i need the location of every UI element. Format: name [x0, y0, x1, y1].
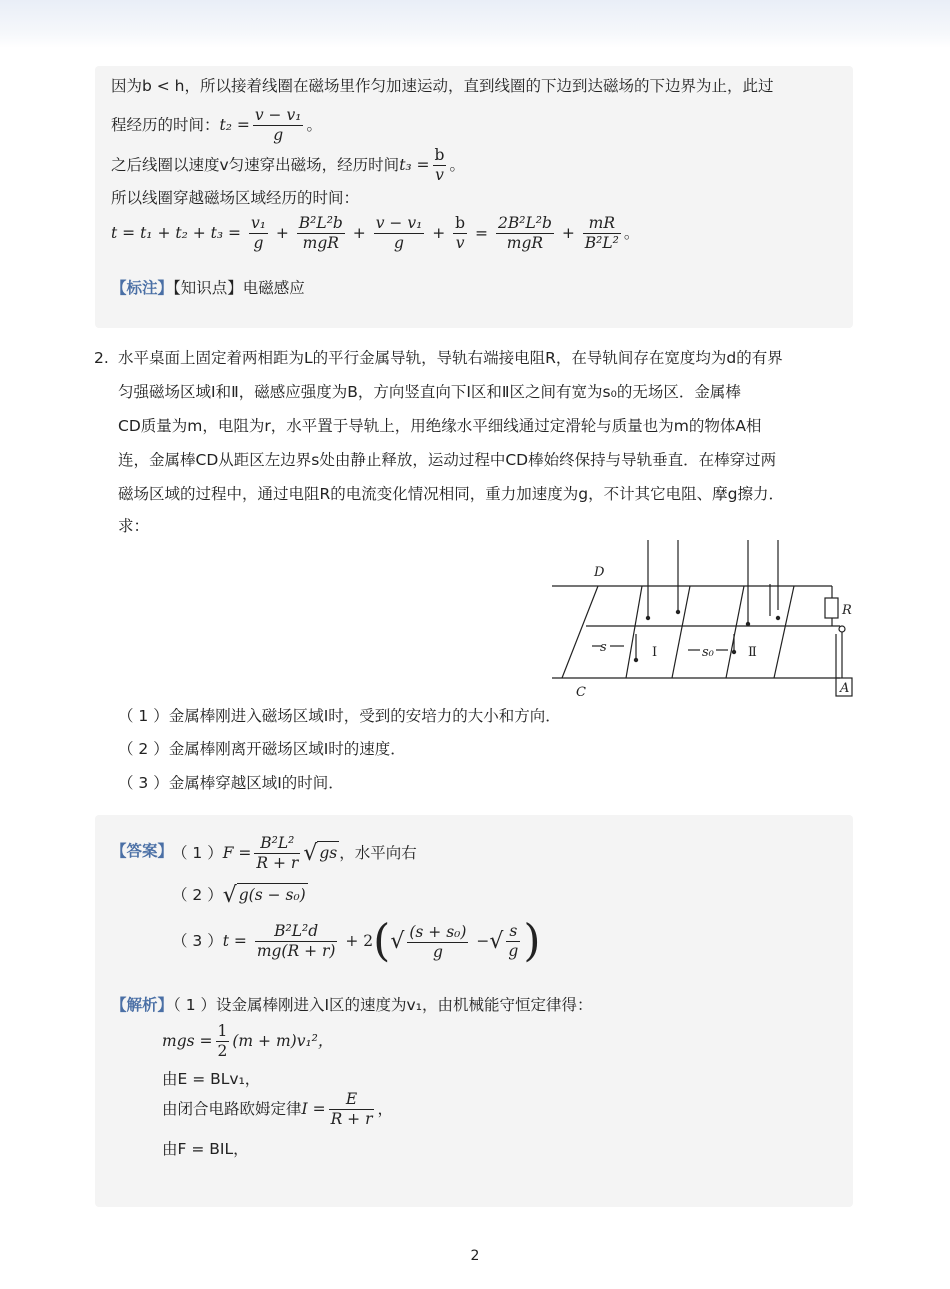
answer-tag: 【答案】 — [111, 842, 174, 860]
question-number: 2. — [94, 349, 109, 367]
analysis-line-4: 由闭合电路欧姆定律I = $\frac{E}{R + r}$ ， — [162, 1090, 393, 1128]
top-banner — [0, 0, 950, 48]
label-r: R — [842, 603, 852, 618]
zone1-right-boundary — [672, 586, 690, 678]
label-zone-1: Ⅰ — [652, 645, 658, 660]
analysis-line-1: 【解析】（ 1 ）设金属棒刚进入Ⅰ区的速度为v₁，由机械能守恒定律得： — [111, 996, 593, 1014]
question-line: 连，金属棒CD从距区左边界s处由静止释放，运动过程中CD棒始终保持与导轨垂直．在棒穿过两 — [118, 451, 777, 469]
analysis-line-5: 由F = BIL， — [162, 1140, 249, 1158]
label-s: s — [600, 640, 607, 655]
note-tag: 【标注】 — [111, 279, 174, 297]
label-s0: s₀ — [702, 645, 714, 660]
analysis-line-3: 由E = BLv₁， — [162, 1070, 261, 1088]
question-line: 磁场区域的过程中，通过电阻R的电流变化情况相同，重力加速度为g，不计其它电阻、摩g擦力． — [118, 485, 784, 503]
sub-question-2: （ 2 ）金属棒刚离开磁场区域Ⅰ时的速度． — [118, 740, 406, 758]
question-line: 水平桌面上固定着两相距为L的平行金属导轨，导轨右端接电阻R，在导轨间存在宽度均为d的有界 — [118, 349, 783, 367]
label-c: C — [576, 685, 586, 700]
question-line: 匀强磁场区域Ⅰ和Ⅱ，磁感应强度为B，方向竖直向下Ⅰ区和Ⅱ区之间有宽为s₀的无场区．金属棒 — [118, 383, 741, 401]
answer-1: （ 1 ）F = $\frac{\text{B²L²}}{R + r}$ √ gs ，水平向右 — [172, 834, 417, 872]
zone2-left-boundary — [726, 586, 744, 678]
question-line: 求： — [118, 517, 150, 535]
label-a: A — [840, 681, 850, 696]
answer-2: （ 2 ）√ g(s − s₀) — [172, 883, 306, 908]
solution-line-4: 所以线圈穿越磁场区域经历的时间： — [111, 189, 360, 207]
sub-question-3: （ 3 ）金属棒穿越区域Ⅰ的时间． — [118, 774, 344, 792]
question-line: CD质量为m，电阻为r，水平置于导轨上，用绝缘水平细线通过定滑轮与质量也为m的物体A相 — [118, 417, 762, 435]
zone2-right-boundary — [774, 586, 794, 678]
sub-question-1: （ 1 ）金属棒刚进入磁场区域Ⅰ时，受到的安培力的大小和方向． — [118, 707, 561, 725]
note-line: 【标注】【知识点】电磁感应 — [111, 279, 305, 297]
solution-line-1: 因为b < h，所以接着线圈在磁场里作匀加速运动，直到线圈的下边到达磁场的下边界为止，此过 — [111, 77, 774, 95]
rail-diagram — [540, 538, 860, 702]
page-number: 2 — [470, 1248, 480, 1264]
resistor — [825, 598, 838, 618]
solution-line-2: 程经历的时间：t₂ = $\frac{\text{v − v₁}}{g}$ 。 — [111, 106, 322, 144]
analysis-line-2: mgs = $\frac{1}{2}$ (m + m)v₁²， — [162, 1022, 334, 1060]
answer-3: （ 3 ）t = $\frac{\text{B²L²d}}{mg(R + r)}$ + 2(√ $\frac{\text{(s + s₀)}}{g}$ −√ $\frac{s}{g}$ ) — [172, 915, 541, 967]
label-d: D — [594, 565, 605, 580]
solution-time-equation: t = t₁ + t₂ + t₃ = $\frac{\text{v₁}}{g}$ + $\frac{\text{B²L²b}}{\text{mgR}}$ + $\frac{\text{v − v₁}}{g}$ + $\frac{b}{v}$ = $\frac{\text{2B²L²b}}{\text{mgR}}$ + $\frac{mR}{\text{B²L²}}$ 。 — [111, 214, 640, 252]
label-zone-2: Ⅱ — [748, 645, 757, 660]
pulley — [839, 626, 845, 632]
analysis-tag: 【解析】 — [111, 996, 174, 1014]
rod-cd — [562, 586, 598, 678]
zone1-left-boundary — [626, 586, 642, 678]
solution-line-3: 之后线圈以速度v匀速穿出磁场，经历时间t₃ = $\frac{b}{v}$ 。 — [111, 146, 465, 184]
